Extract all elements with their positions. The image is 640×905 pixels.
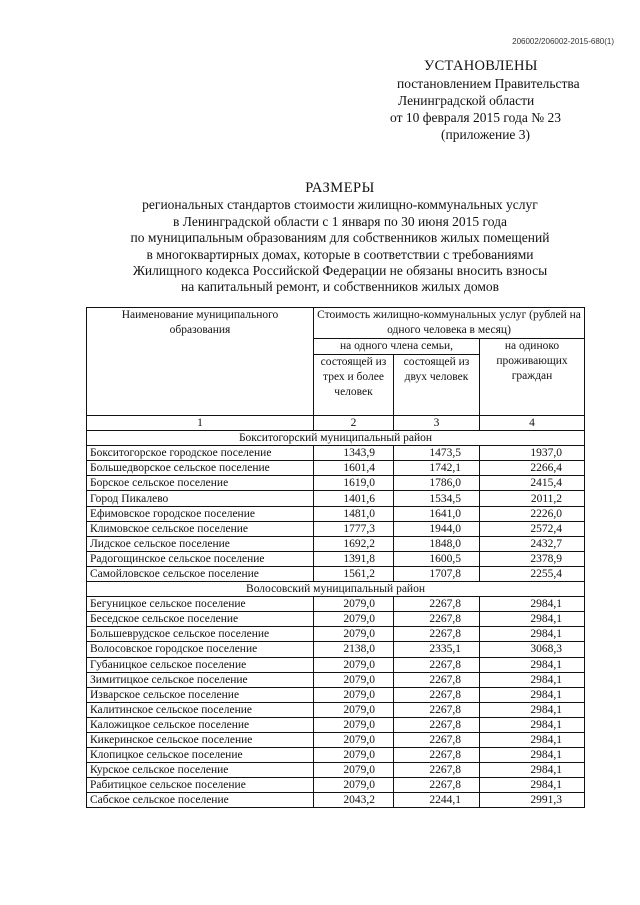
approval-line: постановлением Правительства xyxy=(397,76,580,91)
municipality-name: Город Пикалево xyxy=(87,491,314,506)
value-single: 2984,1 xyxy=(480,672,585,687)
value-single: 2984,1 xyxy=(480,748,585,763)
value-three-plus: 1391,8 xyxy=(314,551,394,566)
value-single: 2572,4 xyxy=(480,521,585,536)
title-line: Жилищного кодекса Российской Федерации не обязаны вносить взносы xyxy=(132,263,548,279)
rates-body xyxy=(87,431,585,808)
header-three-plus: состоящей из трех и более человек xyxy=(314,355,394,416)
table-row xyxy=(87,506,585,521)
value-single: 2991,3 xyxy=(480,793,585,808)
value-two: 1742,1 xyxy=(394,461,480,476)
approval-block xyxy=(390,58,626,143)
column-index: 3 xyxy=(394,416,480,431)
approval-heading: УСТАНОВЛЕНЫ xyxy=(424,58,538,74)
value-single: 2984,1 xyxy=(480,687,585,702)
municipality-name: Борское сельское поселение xyxy=(87,476,314,491)
municipality-name: Зимитицкое сельское поселение xyxy=(87,672,314,687)
value-single: 2984,1 xyxy=(480,778,585,793)
value-two: 1534,5 xyxy=(394,491,480,506)
section-row xyxy=(87,431,585,446)
municipality-name: Большедворское сельское поселение xyxy=(87,461,314,476)
value-single: 2984,1 xyxy=(480,612,585,627)
municipality-name: Лидское сельское поселение xyxy=(87,536,314,551)
value-single: 2984,1 xyxy=(480,763,585,778)
value-three-plus: 2079,0 xyxy=(314,748,394,763)
value-three-plus: 2079,0 xyxy=(314,778,394,793)
value-three-plus: 1619,0 xyxy=(314,476,394,491)
table-row xyxy=(87,566,585,581)
value-two: 1707,8 xyxy=(394,566,480,581)
document-id: 206002/206002-2015-680(1) xyxy=(512,37,614,46)
value-three-plus: 2079,0 xyxy=(314,657,394,672)
table-row xyxy=(87,551,585,566)
value-two: 1473,5 xyxy=(394,446,480,461)
approval-date: от 10 февраля 2015 года № 23 xyxy=(390,110,561,125)
value-three-plus: 1561,2 xyxy=(314,566,394,581)
municipality-name: Бокситогорское городское поселение xyxy=(87,446,314,461)
value-three-plus: 2079,0 xyxy=(314,687,394,702)
value-single: 2984,1 xyxy=(480,702,585,717)
municipality-name: Беседское сельское поселение xyxy=(87,612,314,627)
table-row xyxy=(87,732,585,747)
section-row xyxy=(87,582,585,597)
table-row xyxy=(87,778,585,793)
value-two: 2267,8 xyxy=(394,732,480,747)
table-row xyxy=(87,612,585,627)
rates-table xyxy=(86,307,585,808)
value-single: 2255,4 xyxy=(480,566,585,581)
value-two: 2244,1 xyxy=(394,793,480,808)
table-row xyxy=(87,491,585,506)
column-index: 1 xyxy=(87,416,314,431)
section-title: Волосовский муниципальный район xyxy=(87,582,585,597)
approval-line: Ленинградской области xyxy=(398,93,535,108)
value-two: 2267,8 xyxy=(394,612,480,627)
municipality-name: Кикеринское сельское поселение xyxy=(87,732,314,747)
municipality-name: Ефимовское городское поселение xyxy=(87,506,314,521)
document-title xyxy=(90,180,590,296)
value-three-plus: 1601,4 xyxy=(314,461,394,476)
approval-appendix: (приложение 3) xyxy=(441,127,531,142)
value-two: 2267,8 xyxy=(394,672,480,687)
value-two: 2267,8 xyxy=(394,627,480,642)
value-three-plus: 2079,0 xyxy=(314,717,394,732)
municipality-name: Климовское сельское поселение xyxy=(87,521,314,536)
value-three-plus: 2079,0 xyxy=(314,732,394,747)
value-two: 1641,0 xyxy=(394,506,480,521)
value-single: 2984,1 xyxy=(480,597,585,612)
title-line: в Ленинградской области с 1 января по 30 июня 2015 года xyxy=(173,213,507,229)
table-row xyxy=(87,521,585,536)
column-index: 2 xyxy=(314,416,394,431)
value-single: 1937,0 xyxy=(480,446,585,461)
title-line: в многоквартирных домах, которые в соответствии с требованиями xyxy=(146,246,534,262)
table-row xyxy=(87,672,585,687)
value-three-plus: 2079,0 xyxy=(314,612,394,627)
municipality-name: Большеврудское сельское поселение xyxy=(87,627,314,642)
municipality-name: Самойловское сельское поселение xyxy=(87,566,314,581)
municipality-name: Волосовское городское поселение xyxy=(87,642,314,657)
value-single: 2266,4 xyxy=(480,461,585,476)
municipality-name: Радогощинское сельское поселение xyxy=(87,551,314,566)
municipality-name: Губаницкое сельское поселение xyxy=(87,657,314,672)
value-two: 2335,1 xyxy=(394,642,480,657)
value-two: 2267,8 xyxy=(394,748,480,763)
title-heading: РАЗМЕРЫ xyxy=(305,180,375,196)
table-row xyxy=(87,642,585,657)
header-single: на одиноко проживающих граждан xyxy=(480,339,585,416)
value-three-plus: 1777,3 xyxy=(314,521,394,536)
title-line: по муниципальным образованиям для собственников жилых помещений xyxy=(130,230,550,246)
value-single: 2415,4 xyxy=(480,476,585,491)
value-two: 2267,8 xyxy=(394,778,480,793)
value-two: 2267,8 xyxy=(394,687,480,702)
header-cost: Стоимость жилищно-коммунальных услуг (рублей на одного человека в месяц) xyxy=(314,308,585,339)
table-row xyxy=(87,763,585,778)
table-row xyxy=(87,748,585,763)
table-row xyxy=(87,461,585,476)
value-single: 3068,3 xyxy=(480,642,585,657)
value-three-plus: 2079,0 xyxy=(314,672,394,687)
value-two: 2267,8 xyxy=(394,763,480,778)
municipality-name: Рабитицкое сельское поселение xyxy=(87,778,314,793)
value-single: 2378,9 xyxy=(480,551,585,566)
value-three-plus: 2079,0 xyxy=(314,702,394,717)
title-line: на капитальный ремонт, и собственников жилых домов xyxy=(180,279,499,295)
municipality-name: Калитинское сельское поселение xyxy=(87,702,314,717)
value-three-plus: 2138,0 xyxy=(314,642,394,657)
value-single: 2432,7 xyxy=(480,536,585,551)
value-three-plus: 1401,6 xyxy=(314,491,394,506)
table-row xyxy=(87,793,585,808)
municipality-name: Сабское сельское поселение xyxy=(87,793,314,808)
value-two: 1600,5 xyxy=(394,551,480,566)
value-two: 1848,0 xyxy=(394,536,480,551)
value-two: 2267,8 xyxy=(394,657,480,672)
header-per-member: на одного члена семьи, xyxy=(314,339,480,355)
value-three-plus: 2043,2 xyxy=(314,793,394,808)
value-single: 2226,0 xyxy=(480,506,585,521)
header-municipality: Наименование муниципального образования xyxy=(87,308,314,416)
value-three-plus: 1481,0 xyxy=(314,506,394,521)
table-row xyxy=(87,476,585,491)
value-single: 2984,1 xyxy=(480,732,585,747)
column-index: 4 xyxy=(480,416,585,431)
value-three-plus: 2079,0 xyxy=(314,627,394,642)
municipality-name: Каложицкое сельское поселение xyxy=(87,717,314,732)
title-line: региональных стандартов стоимости жилищно-коммунальных услуг xyxy=(142,197,538,213)
table-row xyxy=(87,536,585,551)
municipality-name: Бегуницкое сельское поселение xyxy=(87,597,314,612)
table-row xyxy=(87,597,585,612)
value-three-plus: 1343,9 xyxy=(314,446,394,461)
value-three-plus: 1692,2 xyxy=(314,536,394,551)
value-two: 1786,0 xyxy=(394,476,480,491)
value-two: 2267,8 xyxy=(394,597,480,612)
value-two: 2267,8 xyxy=(394,717,480,732)
table-row xyxy=(87,717,585,732)
value-three-plus: 2079,0 xyxy=(314,763,394,778)
municipality-name: Изварское сельское поселение xyxy=(87,687,314,702)
value-single: 2984,1 xyxy=(480,657,585,672)
value-two: 2267,8 xyxy=(394,702,480,717)
section-title: Бокситогорский муниципальный район xyxy=(87,431,585,446)
value-two: 1944,0 xyxy=(394,521,480,536)
municipality-name: Курское сельское поселение xyxy=(87,763,314,778)
table-row xyxy=(87,687,585,702)
value-three-plus: 2079,0 xyxy=(314,597,394,612)
table-row xyxy=(87,702,585,717)
table-row xyxy=(87,446,585,461)
value-single: 2984,1 xyxy=(480,717,585,732)
value-single: 2984,1 xyxy=(480,627,585,642)
table-row xyxy=(87,657,585,672)
value-single: 2011,2 xyxy=(480,491,585,506)
municipality-name: Клопицкое сельское поселение xyxy=(87,748,314,763)
table-row xyxy=(87,627,585,642)
header-two: состоящей из двух человек xyxy=(394,355,480,416)
